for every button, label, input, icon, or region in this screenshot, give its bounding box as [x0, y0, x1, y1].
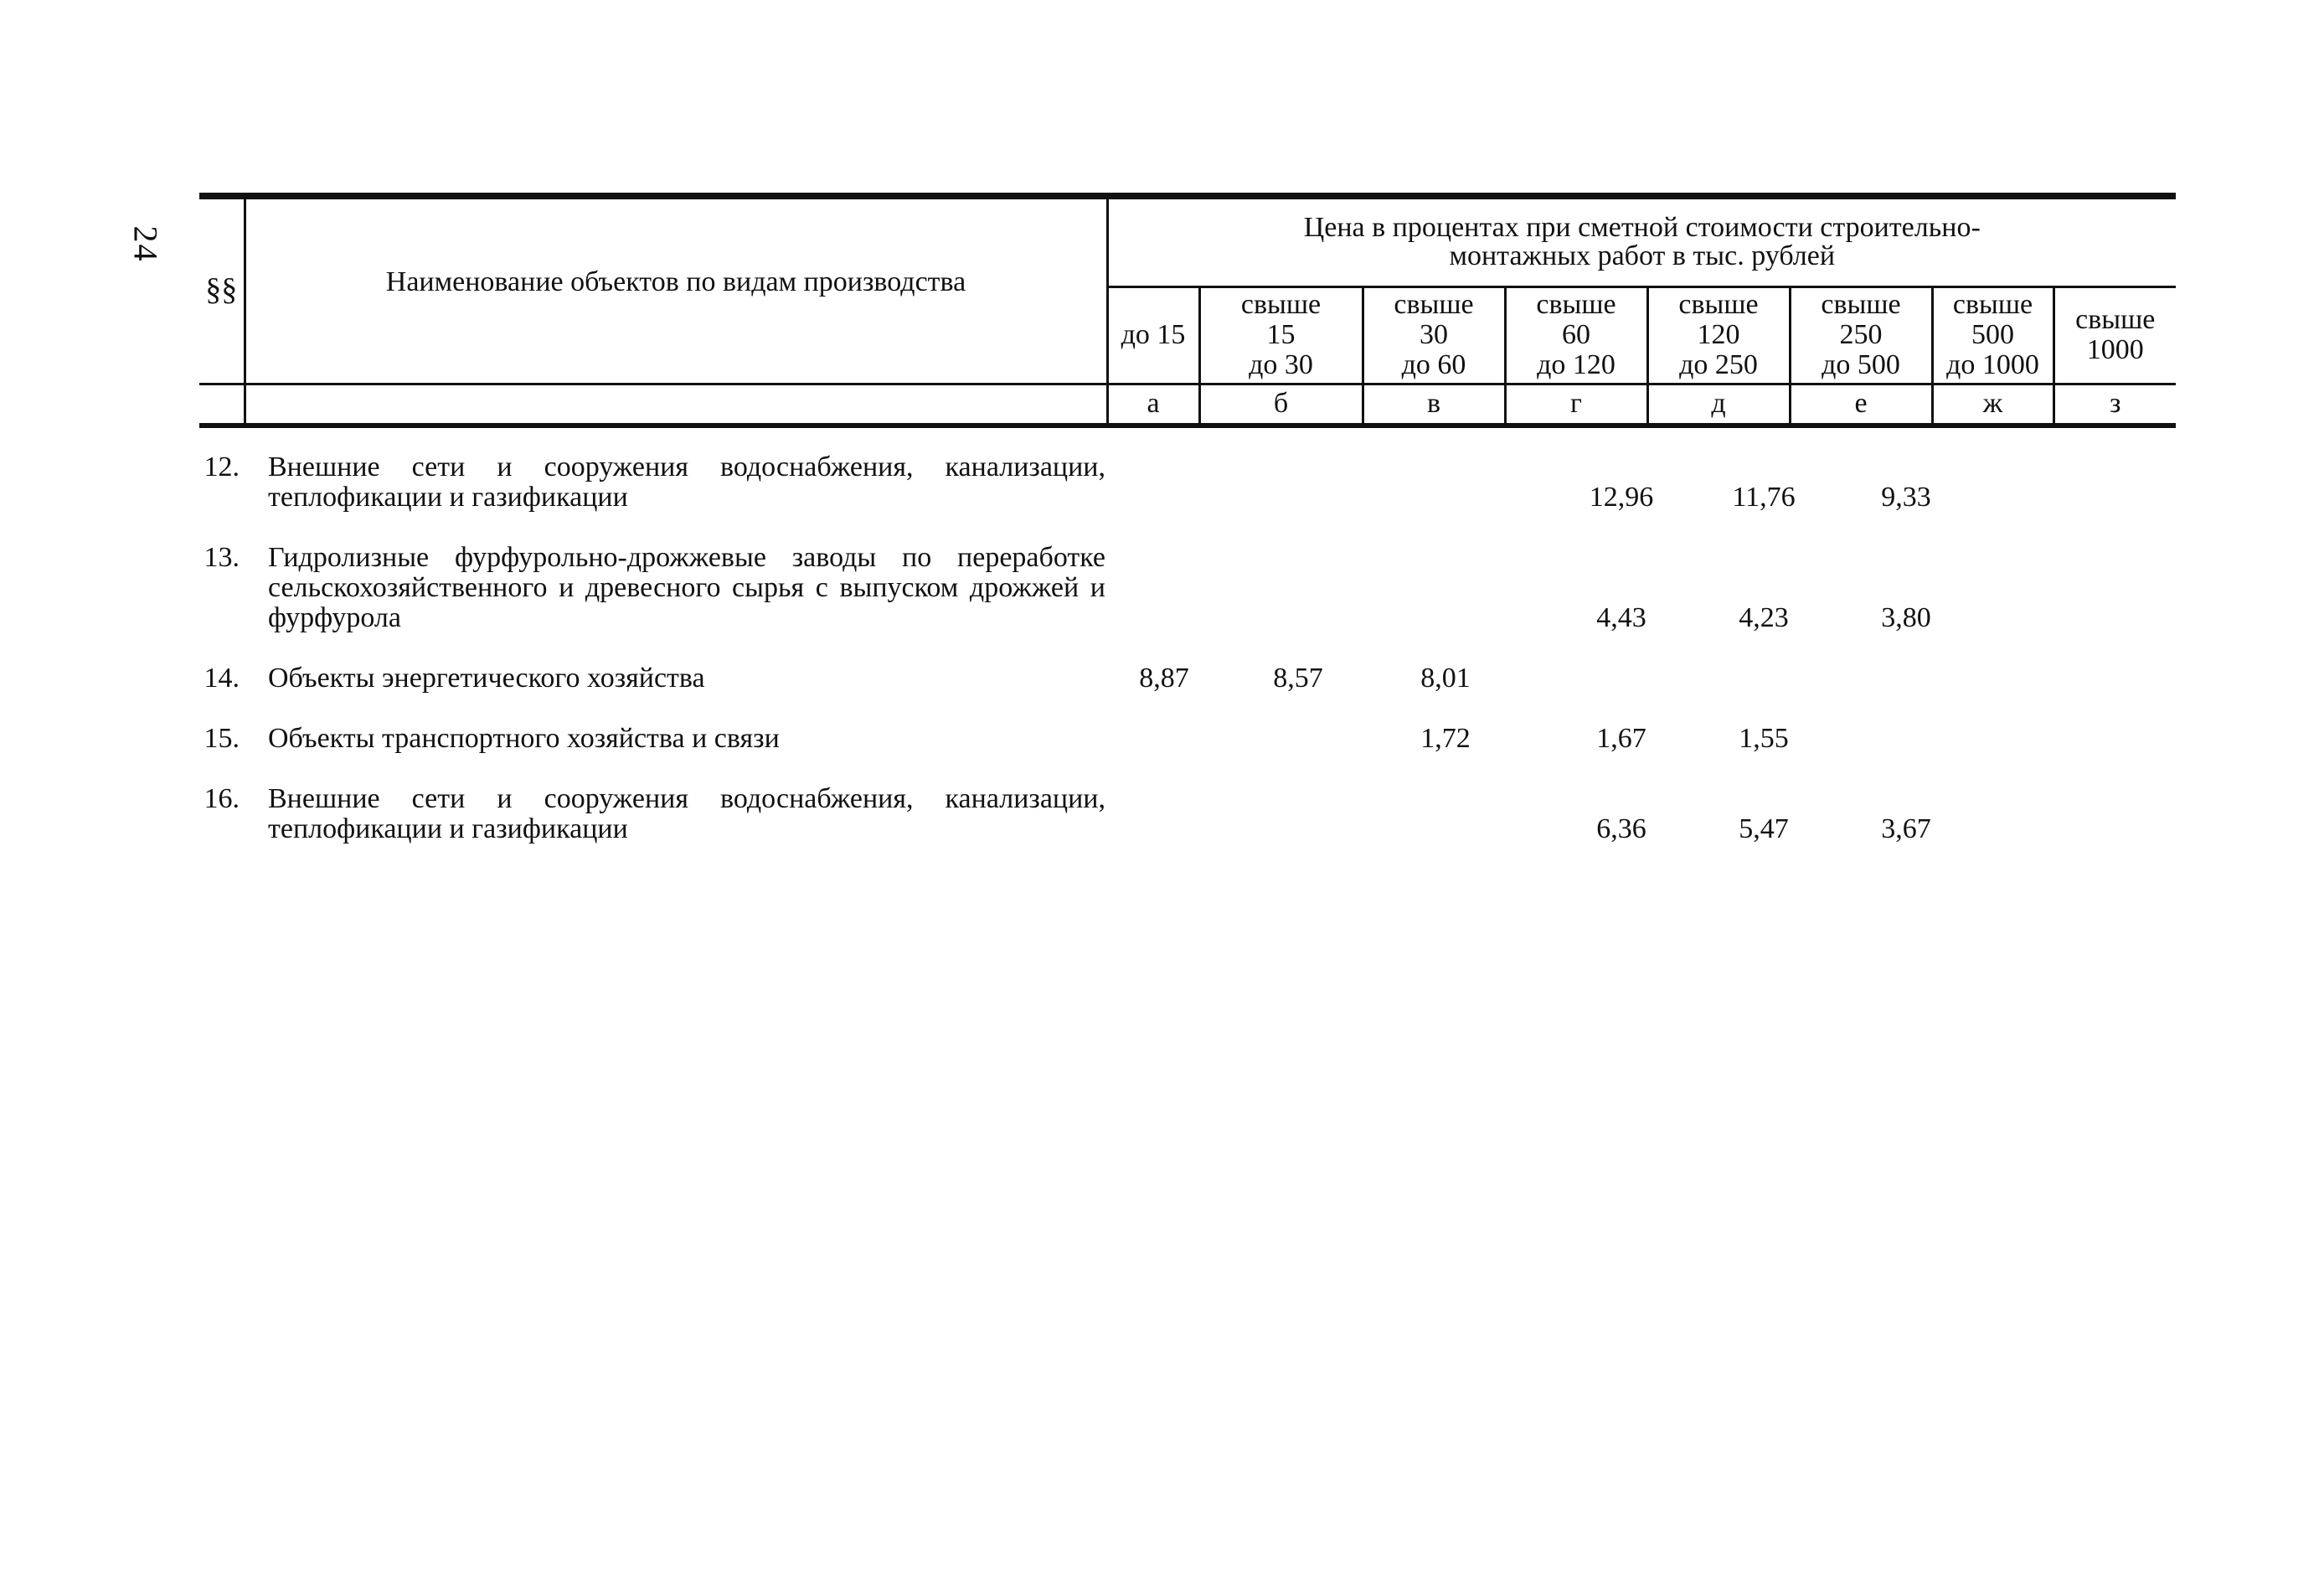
row-name: Объекты энергетического хозяйства [268, 663, 705, 694]
value-d: 11,76 [1732, 482, 1796, 513]
value-d: 4,23 [1739, 602, 1789, 633]
letter-v: в [1363, 384, 1505, 426]
range-z: свыше 1000 [2053, 286, 2176, 384]
page-number: 24 [126, 225, 165, 263]
row-name: Внешние сети и сооружения водоснабжения, канализации, теплофикации и газификации [268, 783, 1105, 844]
value-g: 1,67 [1596, 723, 1646, 754]
section-col-header: §§ [199, 199, 245, 384]
value-e: 3,80 [1881, 602, 1931, 633]
letter-d: д [1647, 384, 1790, 426]
row-name: Гидролизные фурфурольно-дрожжевые заводы по переработке сельскохозяйственного и древесного сырья с выпуском дрожжей и фурфурола [268, 542, 1105, 633]
row-number: 12. [204, 451, 240, 482]
value-v: 8,01 [1420, 663, 1471, 694]
letter-b: б [1199, 384, 1363, 426]
value-a: 8,87 [1139, 663, 1189, 694]
letter-row-section [199, 384, 245, 426]
value-g: 4,43 [1596, 602, 1646, 633]
row-number: 15. [204, 723, 240, 754]
value-g: 12,96 [1589, 482, 1654, 513]
top-rule [199, 193, 2176, 199]
letter-z: з [2053, 384, 2176, 426]
row-name: Объекты транспортного хозяйства и связи [268, 723, 780, 754]
row-name: Внешние сети и сооружения водоснабжения, канализации, теплофикации и газификации [268, 451, 1105, 513]
value-g: 6,36 [1596, 813, 1646, 844]
letter-zh: ж [1932, 384, 2053, 426]
value-d: 5,47 [1739, 813, 1789, 844]
range-g: свыше 60 до 120 [1505, 286, 1647, 384]
range-d: свыше 120 до 250 [1647, 286, 1790, 384]
range-zh: свыше 500 до 1000 [1932, 286, 2053, 384]
value-v: 1,72 [1420, 723, 1471, 754]
value-e: 3,67 [1881, 813, 1931, 844]
row-number: 16. [204, 783, 240, 814]
range-e: свыше 250 до 500 [1790, 286, 1932, 384]
range-b: свыше 15 до 30 [1199, 286, 1363, 384]
name-col-header: Наименование объектов по видам производства [245, 199, 1107, 384]
letter-row-name [245, 384, 1107, 426]
table-header [199, 199, 2176, 428]
range-v: свыше 30 до 60 [1363, 286, 1505, 384]
value-e: 9,33 [1881, 482, 1931, 513]
value-b: 8,57 [1273, 663, 1323, 694]
range-a: до 15 [1107, 286, 1199, 384]
row-number: 13. [204, 542, 240, 573]
price-header: Цена в процентах при сметной стоимости строительно-монтажных работ в тыс. рублей [1107, 199, 2176, 286]
letter-a: а [1107, 384, 1199, 426]
letter-g: г [1505, 384, 1647, 426]
value-d: 1,55 [1739, 723, 1789, 754]
row-number: 14. [204, 663, 240, 694]
letter-e: е [1790, 384, 1932, 426]
